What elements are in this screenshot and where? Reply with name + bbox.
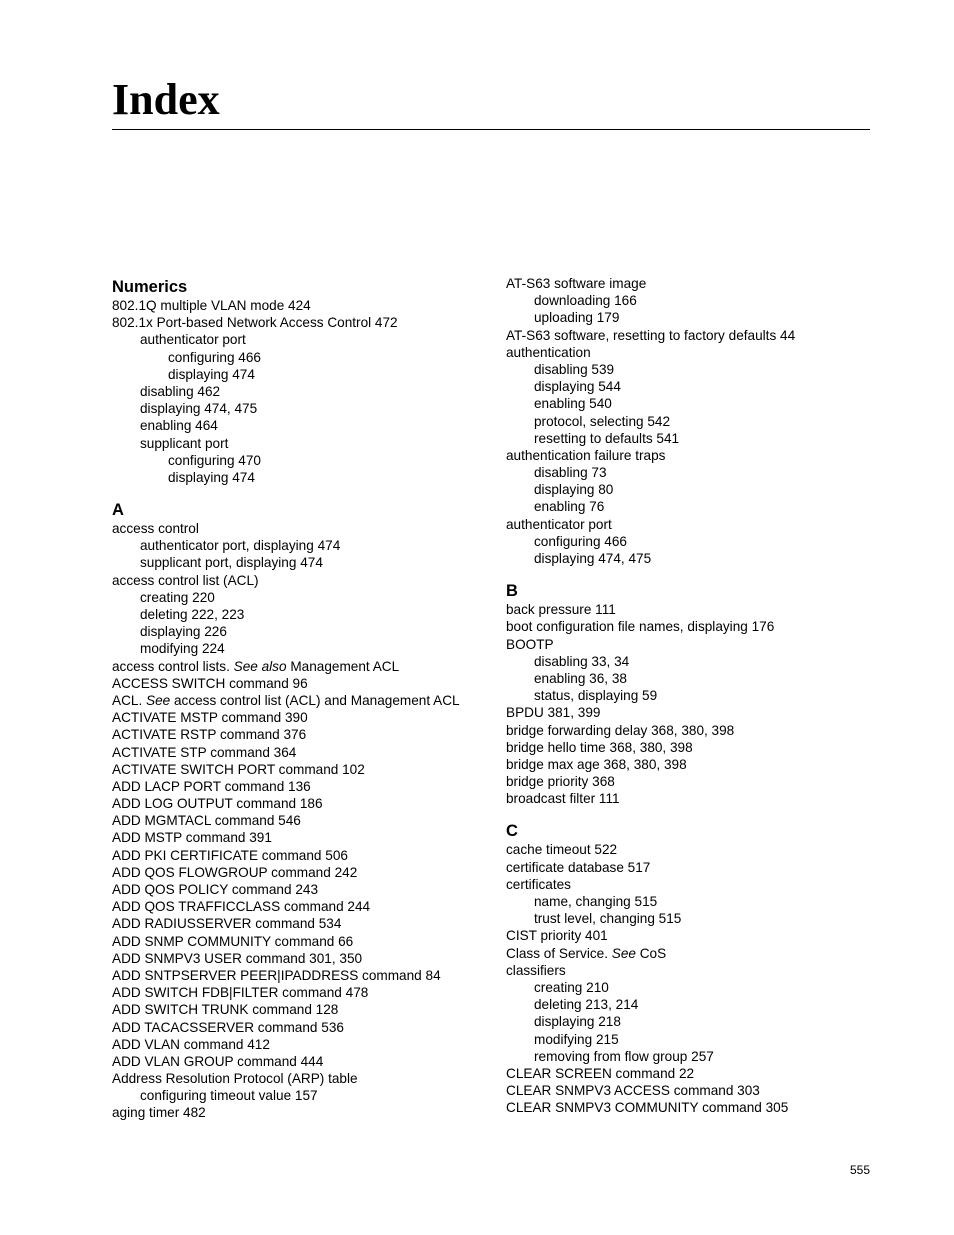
index-section [112, 498, 492, 1122]
index-entry: disabling 73 [534, 465, 607, 481]
index-entry: resetting to defaults 541 [534, 430, 680, 446]
index-entry: ACTIVATE SWITCH PORT command 102 [112, 761, 365, 777]
index-entry: bridge priority 368 [506, 774, 615, 790]
index-entry: 802.1Q multiple VLAN mode 424 [112, 298, 311, 313]
index-entry: displaying 218 [534, 1014, 621, 1030]
index-entry: ADD SNMPV3 USER command 301, 350 [112, 950, 363, 966]
index-entry: ADD MSTP command 391 [112, 830, 272, 846]
index-entry: ADD SWITCH FDB|FILTER command 478 [112, 985, 369, 1001]
index-entry: bridge max age 368, 380, 398 [506, 756, 687, 772]
index-entry: bridge hello time 368, 380, 398 [506, 739, 693, 755]
index-entry: boot configuration file names, displaying 176 [506, 619, 775, 635]
index-entry [506, 945, 886, 962]
index-entry: ADD PKI CERTIFICATE command 506 [112, 847, 348, 863]
index-entry: disabling 539 [534, 361, 615, 377]
entry-text: ACL. [112, 692, 146, 708]
index-entry: aging timer 482 [112, 1105, 206, 1121]
index-entry: supplicant port, displaying 474 [140, 555, 323, 571]
page-number: 555 [849, 1163, 870, 1177]
index-entry: modifying 224 [140, 641, 225, 657]
index-entry: protocol, selecting 542 [534, 413, 671, 429]
index-entry [112, 692, 492, 709]
cross-reference: See also [233, 658, 287, 674]
index-section [506, 579, 886, 807]
index-entry: displaying 474, 475 [140, 401, 258, 417]
index-entry: ADD SNMP COMMUNITY command 66 [112, 933, 354, 949]
index-entry: displaying 474 [168, 469, 255, 485]
index-entry: cache timeout 522 [506, 842, 618, 858]
index-entry: CIST priority 401 [506, 928, 608, 944]
index-entry: enabling 36, 38 [534, 670, 627, 686]
entry-text: Class of Service. [506, 945, 612, 961]
index-entry: creating 210 [534, 979, 609, 995]
index-entry: authenticator port [140, 332, 246, 348]
index-entry: CLEAR SCREEN command 22 [506, 1065, 695, 1081]
index-entry: configuring 466 [168, 349, 261, 365]
index-entry [112, 658, 492, 675]
index-entry: Address Resolution Protocol (ARP) table [112, 1071, 358, 1087]
index-entry: BOOTP [506, 636, 554, 652]
index-entry: deleting 222, 223 [140, 607, 245, 622]
index-entry: name, changing 515 [534, 894, 658, 909]
section-heading: B [506, 582, 518, 601]
index-entry: certificates [506, 876, 571, 892]
index-entry: ADD SWITCH TRUNK command 128 [112, 1002, 339, 1018]
index-entry: ADD MGMTACL command 546 [112, 813, 301, 829]
index-entry: ADD SNTPSERVER PEER|IPADDRESS command 84 [112, 967, 441, 983]
index-entry: configuring timeout value 157 [140, 1088, 318, 1104]
index-entry: disabling 462 [140, 383, 221, 399]
index-entry: displaying 80 [534, 482, 614, 498]
index-entry: downloading 166 [534, 293, 637, 309]
index-entry: back pressure 111 [506, 602, 616, 618]
index-entry: authentication failure traps [506, 447, 666, 463]
index-entry: trust level, changing 515 [534, 911, 682, 927]
index-entry: ACTIVATE RSTP command 376 [112, 727, 307, 743]
index-entry: configuring 470 [168, 452, 261, 468]
cross-reference: See [611, 945, 636, 961]
index-entry: authenticator port, displaying 474 [140, 538, 341, 554]
index-entry: broadcast filter 111 [506, 791, 620, 807]
index-entry: ADD TACACSSERVER command 536 [112, 1019, 344, 1035]
index-entry: classifiers [506, 962, 566, 978]
index-entry: status, displaying 59 [534, 688, 658, 704]
index-column-left [112, 275, 492, 1122]
index-entry: ACTIVATE MSTP command 390 [112, 710, 308, 726]
index-entry: enabling 540 [534, 396, 612, 412]
index-entry: certificate database 517 [506, 859, 651, 875]
index-entry: BPDU 381, 399 [506, 705, 601, 721]
index-entry: enabling 76 [534, 499, 605, 515]
section-heading: C [506, 822, 518, 841]
index-entry: deleting 213, 214 [534, 997, 639, 1013]
entry-text: CoS [635, 945, 667, 961]
index-entry: modifying 215 [534, 1031, 619, 1047]
section-heading: Numerics [112, 278, 188, 296]
index-entry: AT-S63 software image [506, 276, 647, 291]
index-entry: ACCESS SWITCH command 96 [112, 675, 308, 691]
index-entry: displaying 474, 475 [534, 551, 652, 566]
title-rule [112, 129, 870, 130]
index-entry: authenticator port [506, 516, 612, 532]
index-section [506, 819, 886, 1116]
index-entry: displaying 544 [534, 379, 621, 395]
index-entry: uploading 179 [534, 310, 620, 326]
index-entry: ADD LOG OUTPUT command 186 [112, 796, 323, 812]
index-entry: ADD VLAN GROUP command 444 [112, 1053, 324, 1069]
index-entry: disabling 33, 34 [534, 653, 630, 669]
index-entry: enabling 464 [140, 418, 218, 434]
section-heading: A [112, 501, 124, 520]
index-entry: displaying 474 [168, 366, 255, 382]
entry-text: access control lists. [112, 658, 234, 674]
index-entry: ADD LACP PORT command 136 [112, 778, 311, 794]
index-entry: ADD QOS FLOWGROUP command 242 [112, 864, 358, 880]
index-section [506, 275, 886, 567]
index-entry: AT-S63 software, resetting to factory defaults 44 [506, 327, 796, 343]
index-entry: supplicant port [140, 435, 229, 451]
index-section [112, 275, 492, 486]
index-entry: CLEAR SNMPV3 COMMUNITY command 305 [506, 1100, 789, 1116]
index-entry: removing from flow group 257 [534, 1048, 714, 1064]
index-entry: ADD QOS TRAFFICCLASS command 244 [112, 899, 371, 915]
index-entry: ADD QOS POLICY command 243 [112, 882, 319, 897]
index-column-right [506, 275, 886, 1116]
index-entry: 802.1x Port-based Network Access Control 472 [112, 315, 398, 331]
index-entry: access control list (ACL) [112, 572, 259, 588]
index-entry: ADD VLAN command 412 [112, 1036, 270, 1052]
index-entry: configuring 466 [534, 533, 627, 549]
page-title: Index [112, 75, 220, 124]
index-entry: CLEAR SNMPV3 ACCESS command 303 [506, 1083, 760, 1099]
index-entry: ADD RADIUSSERVER command 534 [112, 916, 342, 932]
index-entry: creating 220 [140, 589, 215, 605]
index-entry: access control [112, 521, 199, 537]
index-entry: displaying 226 [140, 624, 227, 640]
cross-reference: See [146, 692, 171, 708]
entry-text: Management ACL [286, 658, 400, 674]
index-entry: bridge forwarding delay 368, 380, 398 [506, 722, 735, 738]
entry-text: access control list (ACL) and Management ACL [170, 692, 460, 708]
index-entry: authentication [506, 344, 591, 360]
index-entry: ACTIVATE STP command 364 [112, 744, 297, 760]
